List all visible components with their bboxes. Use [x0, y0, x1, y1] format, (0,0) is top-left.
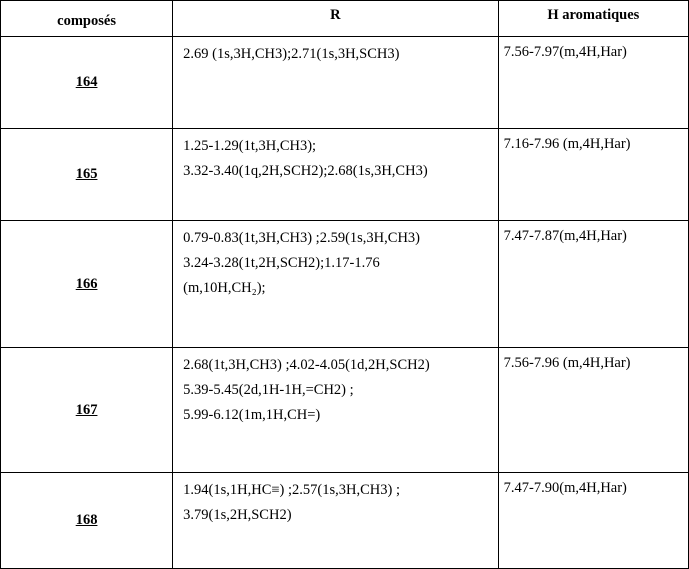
aromatic-value: 7.16-7.96 (m,4H,Har)	[503, 136, 631, 152]
compound-id: 168	[75, 512, 98, 528]
r-line: 5.99-6.12(1m,1H,CH=)	[183, 407, 321, 423]
compound-id-cell	[1, 37, 173, 129]
aromatic-value: 7.56-7.96 (m,4H,Har)	[503, 355, 631, 371]
aromatic-value: 7.47-7.90(m,4H,Har)	[503, 480, 627, 496]
table-row	[1, 221, 689, 348]
r-line: 5.39-5.45(2d,1H-1H,=CH2) ;	[183, 382, 354, 398]
table-row	[1, 129, 689, 221]
table-row	[1, 37, 689, 129]
compound-id-cell	[1, 348, 173, 473]
compound-id-cell	[1, 129, 173, 221]
aromatic-cell	[498, 348, 688, 473]
r-line: 3.79(1s,2H,SCH2)	[183, 507, 292, 523]
r-line: 0.79-0.83(1t,3H,CH3) ;2.59(1s,3H,CH3)	[183, 230, 420, 246]
compound-id: 166	[75, 275, 98, 292]
header-r	[173, 1, 498, 37]
header-r-label: R	[330, 7, 341, 23]
compound-id-cell	[1, 221, 173, 348]
table-row	[1, 473, 689, 569]
header-h-aromatiques	[498, 1, 688, 37]
aromatic-cell	[498, 473, 688, 569]
aromatic-cell	[498, 221, 688, 348]
aromatic-cell	[498, 37, 688, 129]
header-composes-label: composés	[57, 13, 116, 29]
r-line: 1.94(1s,1H,HC≡) ;2.57(1s,3H,CH3) ;	[183, 482, 400, 498]
header-composes	[1, 1, 173, 37]
r-line: 2.69 (1s,3H,CH3);2.71(1s,3H,SCH3)	[183, 46, 400, 62]
r-cell	[173, 129, 498, 221]
table-row	[1, 348, 689, 473]
r-line: 3.24-3.28(1t,2H,SCH2);1.17-1.76	[183, 255, 380, 271]
aromatic-value: 7.56-7.97(m,4H,Har)	[503, 44, 627, 60]
compound-id: 164	[75, 74, 98, 90]
r-cell	[173, 348, 498, 473]
r-line: 3.32-3.40(1q,2H,SCH2);2.68(1s,3H,CH3)	[183, 163, 428, 179]
aromatic-value: 7.47-7.87(m,4H,Har)	[503, 228, 627, 244]
compound-id-cell	[1, 473, 173, 569]
r-line: (m,10H,CH₂);	[183, 280, 266, 296]
r-cell	[173, 37, 498, 129]
r-cell	[173, 473, 498, 569]
r-line: 2.68(1t,3H,CH3) ;4.02-4.05(1d,2H,SCH2)	[183, 357, 430, 373]
aromatic-cell	[498, 129, 688, 221]
header-row	[1, 1, 689, 37]
compound-id: 165	[75, 166, 98, 182]
r-line: 1.25-1.29(1t,3H,CH3);	[183, 138, 317, 154]
header-h-aromatiques-label: H aromatiques	[547, 7, 640, 23]
r-cell	[173, 221, 498, 348]
compound-id: 167	[75, 401, 98, 418]
